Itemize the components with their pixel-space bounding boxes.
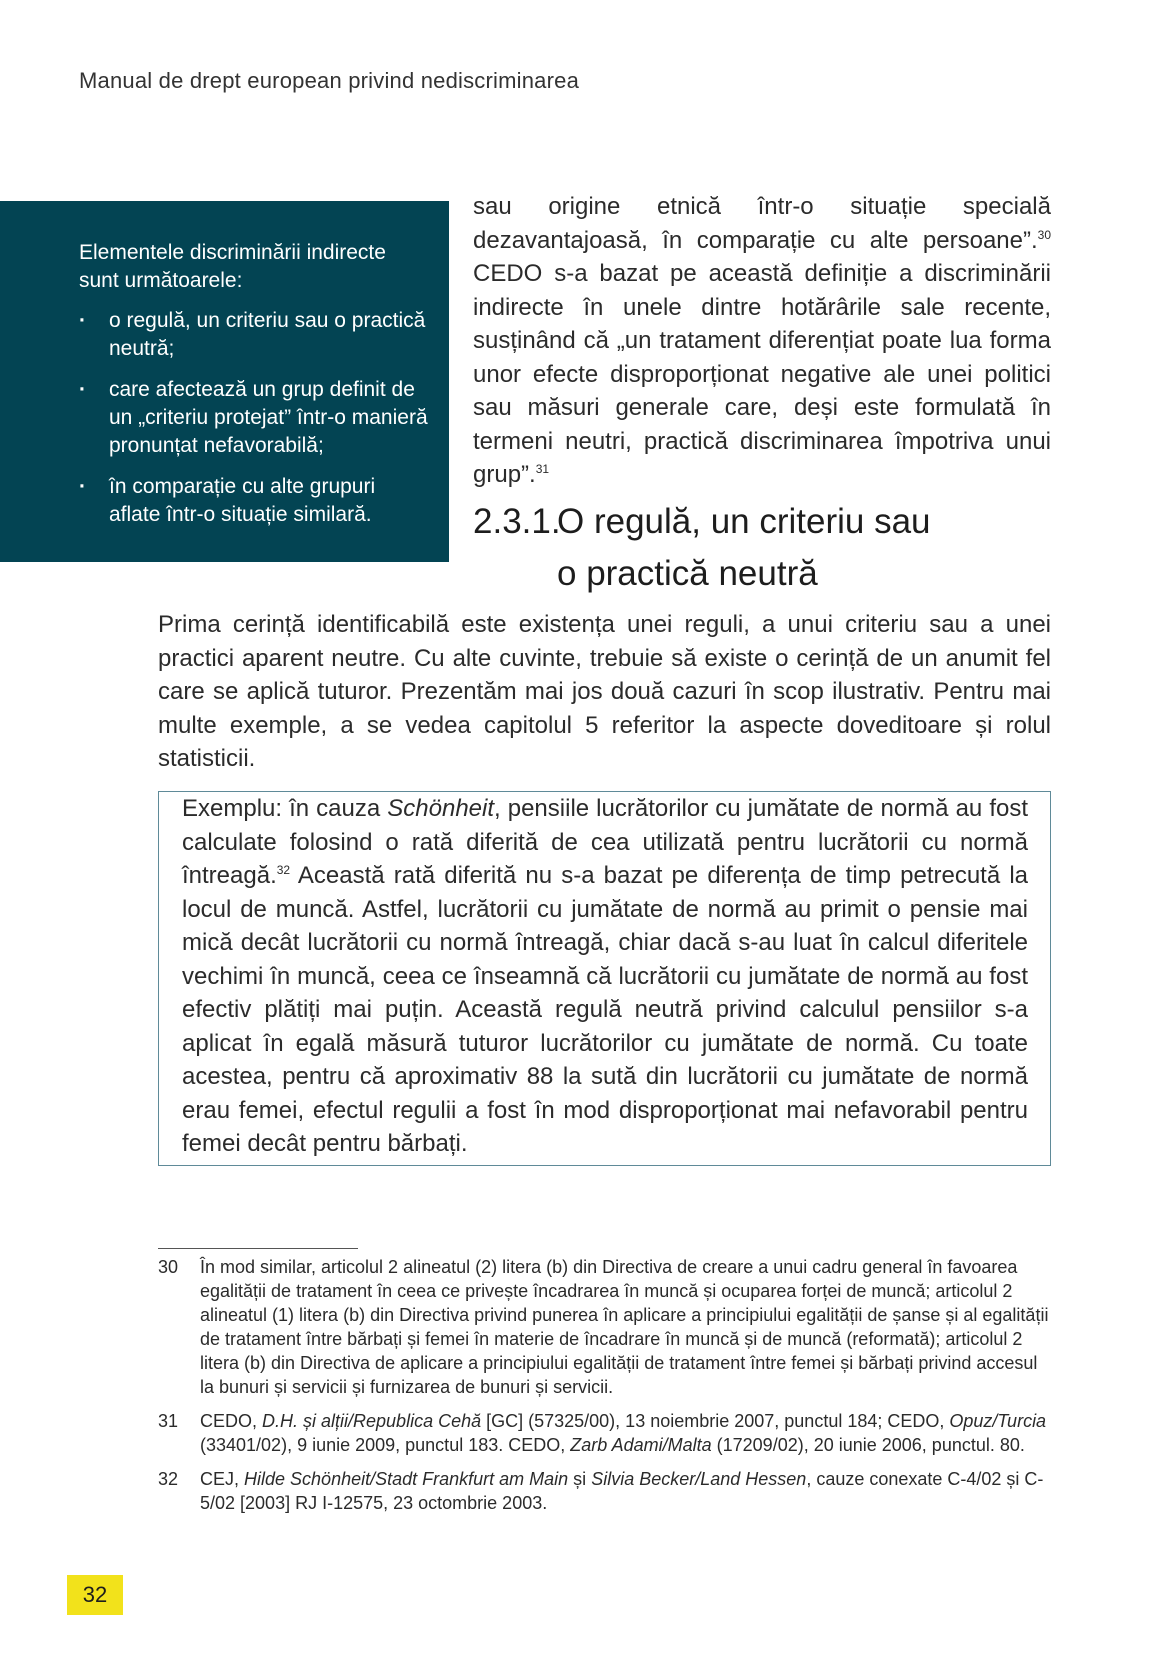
example-box [158, 791, 1051, 1166]
footnote-number: 32 [158, 1469, 179, 1489]
footnote-text [200, 1469, 1043, 1513]
footnote-text-part: CEDO, [200, 1411, 263, 1431]
example-text [182, 792, 1028, 1161]
example-text-part: Această rată diferită nu s-a bazat pe diferența de timp petrecută la locul de muncă. Astfel, lucrătorii cu jumătate de normă au primit o pensie mai mică decât lucrătorii cu normă întreagă, chiar dacă s-au luat în calcul diferitele vechimi în muncă, ceea ce înseamnă că lucrătorii cu jumătate de normă au fost efectiv plătiți mai puțin. Această regulă neutră privind calculul pensiilor s-a aplicat în egală măsură tuturor lucrătorilor cu jumătate de normă. Cu toate acestea, pentru că aproximativ 88 la sută din lucrătorii cu jumătate de normă erau femei, efectul regulii a fost în mod disproporționat mai nefavorabil pentru femei decât pentru bărbați. [182, 862, 1028, 1157]
footnote-text-part: (17209/02), 20 iunie 2006, punctul. 80. [711, 1435, 1025, 1455]
section-title-line2: o practică neutră [557, 554, 818, 593]
case-name: D.H. și alții/Republica Cehă [262, 1411, 482, 1431]
footnote-number: 31 [158, 1411, 179, 1431]
case-name: Silvia Becker/Land Hessen [591, 1469, 807, 1489]
body-paragraph: Prima cerință identificabilă este existența unei reguli, a unui criteriu sau a unei practici aparent neutre. Cu alte cuvinte, trebuie să existe o cerință de un anumit fel care se aplică tuturor. Prezentăm mai jos două cazuri în scop ilustrativ. Pentru mai multe exemple, a se vedea capitolul 5 referitor la aspecte doveditoare și rolul statisticii. [158, 611, 1051, 772]
footnote-32 [158, 1467, 1051, 1515]
case-name: Zarb Adami/Malta [570, 1435, 712, 1455]
example-case-name: Schönheit [387, 795, 495, 822]
footnote-ref-30[interactable]: 30 [1037, 227, 1051, 242]
footnotes [158, 1255, 1051, 1525]
page-number: 32 [67, 1575, 123, 1615]
sidebar-list-item: · în comparație cu alte grupuri aflate într-o situație similară. [79, 473, 429, 529]
footnote-30 [158, 1255, 1051, 1399]
example-text-part: , pensiile lucrătorilor cu jumătate de normă au fost calculate folosind o rată diferită de cea utilizată pentru lucrătorii cu normă întreagă. [182, 795, 1029, 889]
continued-paragraph [473, 190, 1051, 492]
footnote-text-part: (33401/02), 9 iunie 2009, punctul 183. CEDO, [200, 1435, 571, 1455]
running-header: Manual de drept european privind nediscriminarea [79, 68, 580, 93]
paragraph-text: sau origine etnică într-o situație specială dezavantajoasă, în comparație cu alte persoane”. [473, 193, 1051, 254]
section-title-line1: O regulă, un criteriu sau [557, 502, 931, 541]
sidebar-list-item: · o regulă, un criteriu sau o practică neutră; [79, 307, 429, 363]
footnote-text-part: CEJ, [200, 1469, 245, 1489]
footnote-text-part: , cauze conexate C-4/02 și C-5/02 [2003] RJ I-12575, 23 octombrie 2003. [200, 1469, 1044, 1513]
footnote-ref-32[interactable]: 32 [276, 863, 291, 877]
footnote-number: 30 [158, 1257, 179, 1277]
footnote-ref-31[interactable]: 31 [535, 462, 550, 476]
footnote-text-part: și [568, 1469, 592, 1489]
sidebar-intro: Elementele discriminării indirecte sunt următoarele: [79, 241, 386, 292]
example-prefix: Exemplu: în cauza [182, 795, 388, 822]
paragraph-text: CEDO s-a bazat pe această definiție a discriminării indirecte în unele dintre hotărârile sale recente, susținând că „un tratament diferențiat poate lua forma unor efecte disproporționat negative ale unei politici sau măsuri generale care, deși este formulată în termeni neutri, practică discriminarea împotriva unui grup”. [473, 260, 1051, 488]
case-name: Opuz/Turcia [949, 1411, 1047, 1431]
footnote-text: În mod similar, articolul 2 alineatul (2) litera (b) din Directiva de creare a unui cadru general în favoarea egalității de tratament în ceea ce privește încadrarea în muncă și ocuparea forței de muncă; articolul 2 alineatul (1) litera (b) din Directiva privind punerea în aplicare a principiului egalității de șanse și al egalității de tratament între bărbați și femei în materie de încadrare în muncă și de muncă (reformată); articolul 2 litera (b) din Directiva de aplicare a principiului egalității de tratament între femei și bărbați privind accesul la bunuri și servicii și furnizarea de bunuri și servicii. [200, 1257, 1049, 1397]
key-points-sidebar [0, 201, 449, 562]
sidebar-list [79, 307, 429, 529]
section-heading [473, 496, 1073, 600]
footnote-divider [158, 1248, 358, 1249]
sidebar-list-item: · care afectează un grup definit de un „criteriu protejat” într-o manieră pronunțat nefavorabilă; [79, 376, 429, 460]
case-name: Hilde Schönheit/Stadt Frankfurt am Main [244, 1469, 569, 1489]
footnote-text [200, 1411, 1046, 1455]
section-number: 2.3.1. [473, 502, 561, 541]
footnote-text-part: [GC] (57325/00), 13 noiembrie 2007, punctul 184; CEDO, [481, 1411, 950, 1431]
footnote-31 [158, 1409, 1051, 1457]
